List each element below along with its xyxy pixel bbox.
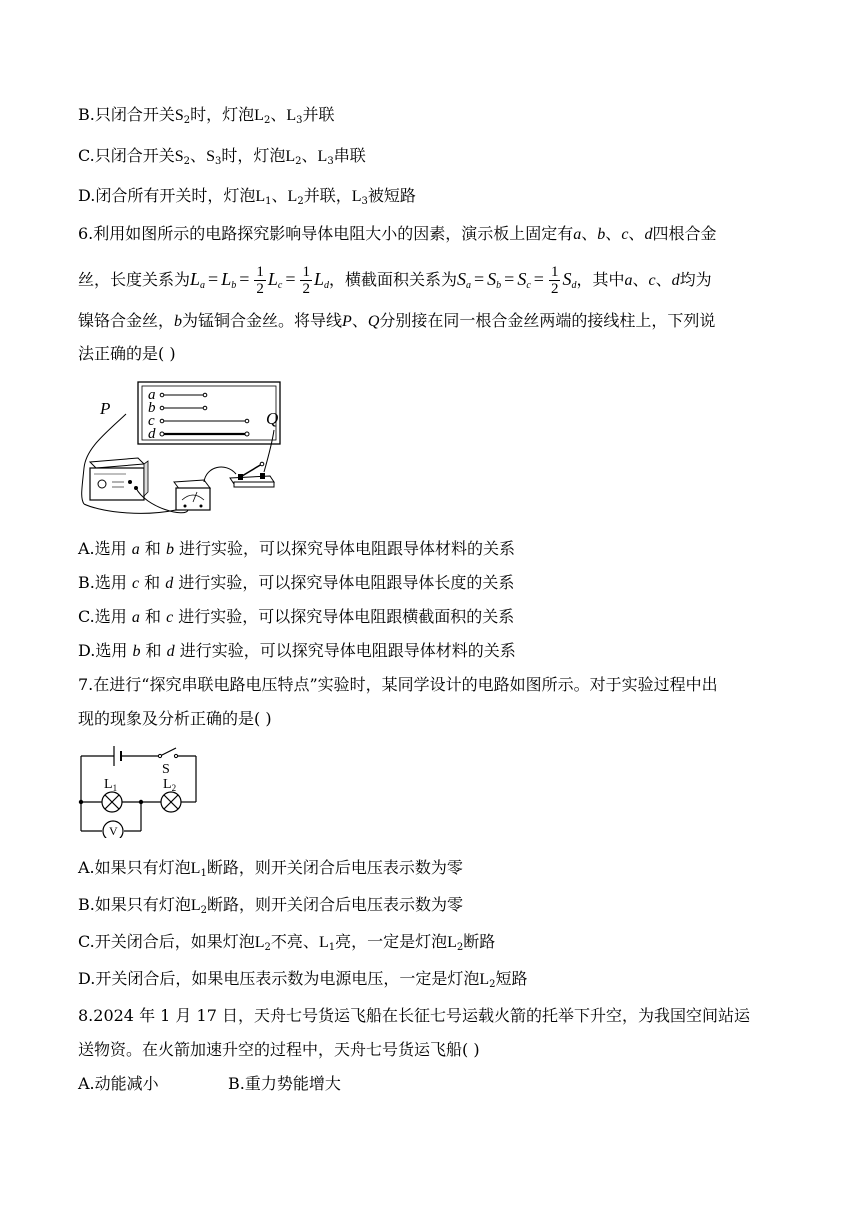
lamp-l1-label: $L_1$	[104, 777, 118, 793]
q6-option-c: C.选用 a 和 c 进行实验，可以探究导体电阻跟横截面积的关系	[78, 607, 515, 626]
q7-option-b: B.如果只有灯泡$L_2$断路，则开关闭合后电压表示数为零	[78, 895, 464, 916]
wire-b-label: b	[148, 400, 156, 416]
switch-blade	[160, 748, 176, 756]
lamp-l1-symbol	[102, 792, 122, 812]
fraction-half: $\frac{1}{2}$	[256, 264, 264, 297]
q8-stem-line1: 8.2024 年 1 月 17 日，天舟七号货运飞船在长征七号运载火箭的托举下升空，为我国空间站运	[78, 1006, 750, 1025]
q8-option-b: B.重力势能增大	[228, 1074, 341, 1093]
fraction-half: $\frac{1}{2}$	[302, 264, 310, 297]
wire-a-label: a	[148, 387, 156, 403]
q7-stem-line1: 7.在进行“探究串联电路电压特点”实验时，某同学设计的电路如图所示。对于实验过程中出	[78, 675, 718, 694]
q6-apparatus-figure	[76, 378, 296, 520]
knife-switch	[230, 462, 274, 487]
q7-circuit-figure	[76, 738, 206, 838]
q6-option-a: A.选用 a 和 b 进行实验，可以探究导体电阻跟导体材料的关系	[78, 539, 516, 558]
q5-option-c: C.只闭合开关$S_2$、$S_3$时，灯泡$L_2$、$L_3$串联	[78, 146, 366, 167]
q8-stem-line2: 送物资。在火箭加速升空的过程中，天舟七号货运飞船( )	[78, 1040, 480, 1059]
wire-c-label: c	[148, 413, 155, 429]
q6-stem-line4: 法正确的是( )	[78, 344, 176, 363]
lamp-l2-label: $L_2$	[163, 777, 177, 793]
q7-option-a: A.如果只有灯泡$L_1$断路，则开关闭合后电压表示数为零	[78, 858, 463, 879]
q7-option-c: C.开关闭合后，如果灯泡$L_2$不亮、$L_1$亮，一定是灯泡$L_2$断路	[78, 932, 496, 953]
lamp-l2-symbol	[161, 792, 181, 812]
lead-q-label: Q	[266, 409, 279, 428]
q5-option-d: D.闭合所有开关时，灯泡$L_1$、$L_2$并联，$L_3$被短路	[78, 186, 416, 207]
q7-stem-line2: 现的现象及分析正确的是( )	[78, 709, 272, 728]
fraction-half: $\frac{1}{2}$	[550, 264, 559, 297]
q6-option-b: B.选用 c 和 d 进行实验，可以探究导体电阻跟导体长度的关系	[78, 573, 515, 592]
q7-option-d: D.开关闭合后，如果电压表示数为电源电压，一定是灯泡$L_2$短路	[78, 969, 528, 990]
q6-stem-line2: 丝，长度关系为$L_a = L_b$ = $\frac{1}{2}$ $L_c$ = $\frac{1}{2}$ $L_d$，横截面积关系为$S_a = S_b = S_c$ = $\frac{1}{2}$ $S_d$，其中a、c、d均为	[78, 264, 712, 297]
voltmeter-label: V	[109, 824, 118, 838]
voltmeter-symbol	[103, 821, 123, 838]
q6-option-d: D.选用 b 和 d 进行实验，可以探究导体电阻跟导体材料的关系	[78, 641, 516, 660]
wire-d-label: d	[148, 426, 156, 442]
lead-p-label: P	[100, 399, 111, 418]
q6-stem-line1: 6.利用如图所示的电路探究影响导体电阻大小的因素，演示板上固定有a、b、c、d四根合金	[78, 224, 717, 243]
q8-options-row	[78, 1072, 159, 1096]
ammeter	[174, 480, 210, 510]
q8-option-a: A.动能减小	[78, 1074, 159, 1093]
switch-label: S	[162, 762, 170, 777]
q5-option-b: B.只闭合开关$S_2$时，灯泡$L_2$、$L_3$并联	[78, 105, 335, 126]
q6-stem-line3: 镍铬合金丝，b为锰铜合金丝。将导线P、Q分别接在同一根合金丝两端的接线柱上，下列说	[78, 311, 716, 330]
